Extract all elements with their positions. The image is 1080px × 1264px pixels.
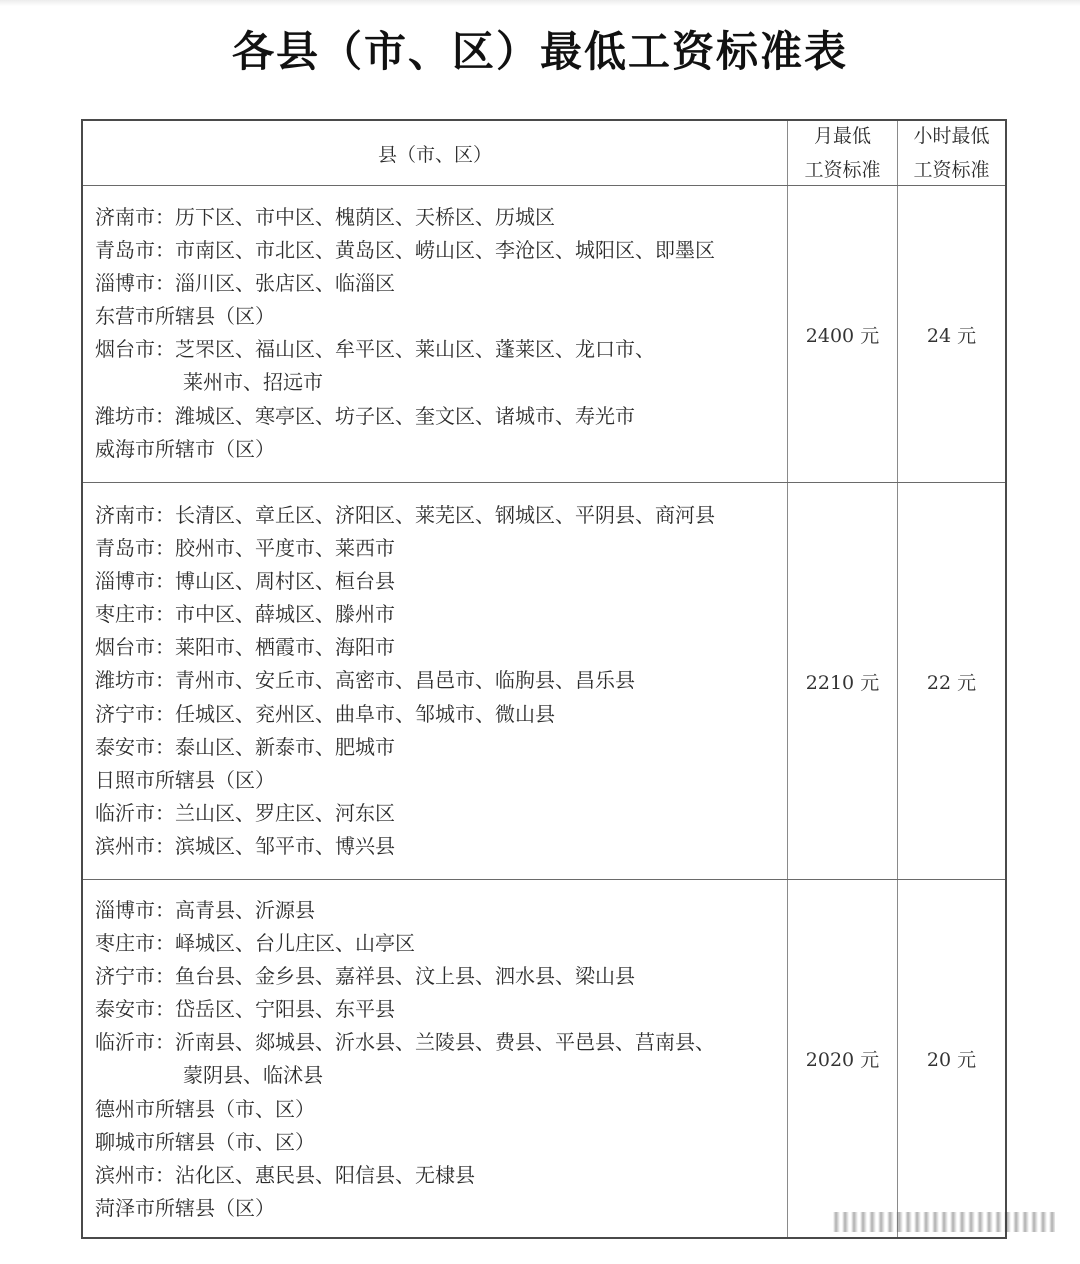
region-line: 淄博市：高青县、沂源县: [95, 898, 315, 922]
region-line: 滨州市：沾化区、惠民县、阳信县、无棣县: [95, 1162, 475, 1187]
hourly-wage-value: 22 元: [926, 671, 977, 694]
hourly-wage-value: 24 元: [926, 324, 977, 347]
region-line: 济宁市：鱼台县、金乡县、嘉祥县、汶上县、泗水县、梁山县: [95, 964, 635, 989]
tier-2-hourly-wage: [898, 483, 1005, 879]
region-line: 德州市所辖县（市、区）: [95, 1096, 315, 1121]
region-line-continued: 莱州市、招远市: [183, 370, 323, 395]
region-line: 枣庄市：市中区、薛城区、滕州市: [95, 602, 395, 627]
tier-1-hourly-wage: [898, 186, 1005, 482]
tier-1-regions: [95, 201, 715, 466]
region-line: 威海市所辖市（区）: [95, 436, 275, 461]
region-line: 临沂市：兰山区、罗庄区、河东区: [95, 800, 395, 825]
monthly-wage-value: 2210 元: [805, 671, 880, 694]
hourly-wage-value: 20 元: [926, 1049, 977, 1071]
header-hourly-line1: 小时最低: [913, 125, 990, 147]
header-region-label: 县（市、区）: [377, 143, 492, 166]
region-line: 济宁市：任城区、兖州区、曲阜市、邹城市、微山县: [95, 701, 555, 726]
header-region: [83, 121, 787, 185]
region-line: 青岛市：市南区、市北区、黄岛区、崂山区、李沧区、城阳区、即墨区: [95, 238, 715, 263]
region-line: 泰安市：泰山区、新泰市、肥城市: [95, 734, 395, 759]
header-monthly-line1: 月最低: [813, 125, 871, 147]
tier-3-monthly-wage: [788, 880, 897, 1237]
region-line: 菏泽市所辖县（区）: [95, 1195, 275, 1220]
minimum-wage-table: [81, 119, 1007, 1239]
region-line: 烟台市：莱阳市、栖霞市、海阳市: [95, 635, 395, 660]
document-title: 各县（市、区）最低工资标准表: [231, 27, 848, 76]
region-line-continued: 蒙阴县、临沭县: [183, 1063, 323, 1088]
region-line: 日照市所辖县（区）: [95, 767, 275, 792]
region-line: 泰安市：岱岳区、宁阳县、东平县: [95, 997, 395, 1022]
top-edge-shadow: [0, 0, 1080, 6]
region-line: 淄博市：博山区、周村区、桓台县: [95, 569, 395, 594]
region-line: 济南市：历下区、市中区、槐荫区、天桥区、历城区: [95, 205, 555, 229]
header-hourly-line2: 工资标准: [913, 159, 990, 181]
region-line: 潍坊市：青州市、安丘市、高密市、昌邑市、临朐县、昌乐县: [95, 668, 635, 693]
tier-1-monthly-wage: [788, 186, 897, 482]
region-line: 淄博市：淄川区、张店区、临淄区: [95, 271, 395, 296]
tier-3-hourly-wage: [898, 880, 1005, 1237]
tier-2-monthly-wage: [788, 483, 897, 879]
region-line: 青岛市：胶州市、平度市、莱西市: [95, 536, 395, 561]
region-line: 济南市：长清区、章丘区、济阳区、莱芜区、钢城区、平阴县、商河县: [95, 503, 715, 527]
region-line: 烟台市：芝罘区、福山区、牟平区、莱山区、蓬莱区、龙口市、: [95, 337, 655, 362]
monthly-wage-value: 2400 元: [805, 324, 880, 347]
header-hourly: [898, 121, 1005, 185]
watermark-barcode: [833, 1212, 1055, 1232]
region-line: 滨州市：滨城区、邹平市、博兴县: [95, 833, 395, 858]
tier-3-regions: [95, 894, 715, 1225]
monthly-wage-value: 2020 元: [805, 1049, 880, 1071]
header-monthly: [788, 121, 897, 185]
region-line: 临沂市：沂南县、郯城县、沂水县、兰陵县、费县、平邑县、莒南县、: [95, 1030, 715, 1055]
region-line: 东营市所辖县（区）: [95, 304, 275, 329]
header-monthly-line2: 工资标准: [804, 159, 881, 181]
region-line: 潍坊市：潍城区、寒亭区、坊子区、奎文区、诸城市、寿光市: [95, 403, 635, 428]
tier-2-regions: [95, 499, 715, 863]
region-line: 聊城市所辖县（市、区）: [95, 1129, 315, 1154]
region-line: 枣庄市：峄城区、台儿庄区、山亭区: [95, 931, 415, 956]
